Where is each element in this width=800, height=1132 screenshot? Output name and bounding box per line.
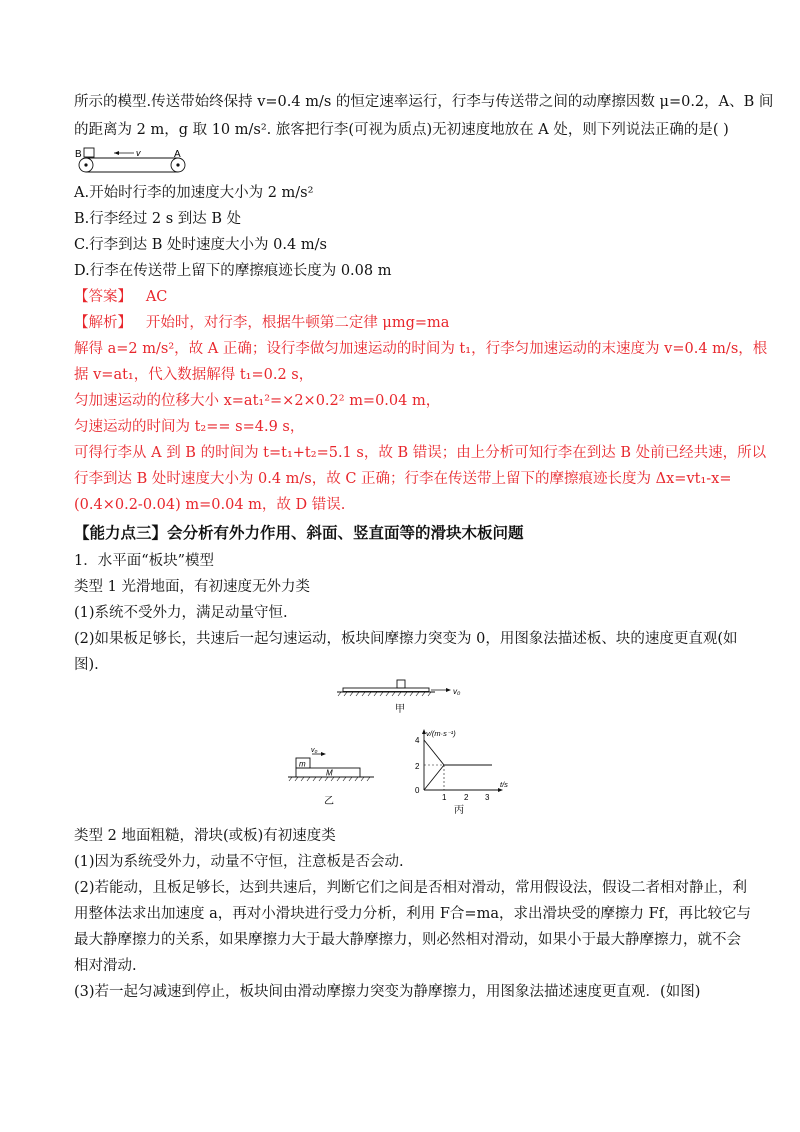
option-c: C.行李到达 B 处时速度大小为 0.4 m/s bbox=[74, 237, 327, 253]
velocity-arrowhead bbox=[114, 151, 119, 155]
figure-yi bbox=[286, 746, 376, 812]
conveyor-belt-figure bbox=[74, 144, 194, 174]
pulley-left-axle bbox=[84, 163, 87, 166]
jia-velocity-arrowhead bbox=[446, 688, 451, 692]
bing-ytick-0: 0 bbox=[415, 786, 420, 795]
analysis-line-4: 匀速运动的时间为 t₂== s=4.9 s， bbox=[74, 419, 305, 435]
analysis-text-0: 开始时，对行李，根据牛顿第二定律 μmg=ma bbox=[145, 315, 450, 331]
jia-ground-hatch bbox=[338, 692, 431, 696]
belt-label-a: A bbox=[174, 149, 181, 160]
bing-ytick-2: 2 bbox=[415, 762, 420, 771]
bing-xlabel: t/s bbox=[500, 780, 508, 789]
section-line-4: 图). bbox=[74, 657, 99, 673]
bing-line-decel bbox=[424, 740, 444, 765]
jia-v0-label: v₀ bbox=[453, 687, 461, 696]
option-d: D.行李在传送带上留下的摩擦痕迹长度为 0.08 m bbox=[74, 263, 392, 279]
analysis-line-6: 行李到达 B 处时速度大小为 0.4 m/s，故 C 正确；行李在传送带上留下的摩擦痕迹长度为 Δx=vt₁-x= bbox=[74, 471, 732, 487]
bing-xtick-3: 3 bbox=[485, 793, 490, 802]
analysis-line-7: (0.4×0.2-0.04) m=0.04 m，故 D 错误. bbox=[74, 497, 346, 513]
yi-velocity-arrowhead bbox=[321, 752, 326, 756]
answer-label: 【答案】 bbox=[74, 289, 132, 305]
analysis-line-5: 可得行李从 A 到 B 的时间为 t=t₁+t₂=5.1 s，故 B 错误；由上分析可知行李在到达 B 处前已经共速，所以 bbox=[74, 445, 767, 461]
section2-line-6: (3)若一起匀减速到停止，板块间由滑动摩擦力突变为静摩擦力，用图象法描述速度更直观．(如图) bbox=[74, 984, 701, 1000]
bing-caption: 丙 bbox=[454, 805, 464, 816]
section2-line-1: (1)因为系统受外力，动量不守恒，注意板是否会动. bbox=[74, 854, 404, 870]
option-a: A.开始时行李的加速度大小为 2 m/s² bbox=[74, 185, 314, 201]
problem-line-1: 所示的模型.传送带始终保持 v=0.4 m/s 的恒定速率运行，行李与传送带之间的动摩擦因数 μ=0.2，A、B 间 bbox=[74, 94, 774, 110]
analysis-line-3: 匀加速运动的位移大小 x=at₁²=×2×0.2² m=0.04 m， bbox=[74, 393, 441, 409]
section2-line-3: 用整体法求出加速度 a，再对小滑块进行受力分析，利用 F合=ma，求出滑块受的摩擦力 Ff，再比较它与 bbox=[74, 906, 752, 922]
bing-xtick-2: 2 bbox=[464, 793, 469, 802]
pulley-right-axle bbox=[176, 163, 179, 166]
yi-v0-label: v₀ bbox=[311, 747, 318, 754]
yi-m-label: m bbox=[299, 759, 306, 769]
option-b: B.行李经过 2 s 到达 B 处 bbox=[74, 211, 242, 227]
bing-ytick-4: 4 bbox=[415, 736, 420, 745]
section-line-1: 类型 1 光滑地面，有初速度无外力类 bbox=[74, 579, 310, 595]
analysis-line-2: 据 v=at₁，代入数据解得 t₁=0.2 s， bbox=[74, 367, 314, 383]
figure-bing bbox=[408, 724, 518, 816]
section-line-3: (2)如果板足够长，共速后一起匀速运动，板块间摩擦力突变为 0，用图象法描述板、块的速度更直观(如 bbox=[74, 631, 738, 647]
yi-caption: 乙 bbox=[324, 796, 334, 807]
analysis-line-1: 解得 a=2 m/s²，故 A 正确；设行李做匀加速运动的时间为 t₁，行李匀加速运动的末速度为 v=0.4 m/s，根 bbox=[74, 341, 768, 357]
section2-line-0: 类型 2 地面粗糙，滑块(或板)有初速度类 bbox=[74, 828, 336, 844]
jia-caption: 甲 bbox=[395, 704, 405, 715]
answer-line bbox=[74, 287, 167, 307]
answer-value: AC bbox=[145, 289, 168, 305]
analysis-line-0 bbox=[74, 313, 449, 333]
section2-line-2: (2)若能动，且板足够长，达到共速后，判断它们之间是否相对滑动，常用假设法，假设二者相对静止，利 bbox=[74, 880, 748, 896]
figure-jia bbox=[335, 676, 475, 720]
jia-block bbox=[397, 680, 405, 688]
yi-ground-hatch bbox=[289, 777, 370, 781]
section-line-2: (1)系统不受外力，满足动量守恒. bbox=[74, 605, 288, 621]
section-line-0: 1．水平面“板块”模型 bbox=[74, 553, 215, 569]
problem-line-2: 的距离为 2 m，g 取 10 m/s². 旅客把行李(可视为质点)无初速度地放在 A 处，则下列说法正确的是( ) bbox=[74, 122, 729, 138]
bing-ylabel: v/(m·s⁻¹) bbox=[426, 729, 456, 738]
yi-M-label: M bbox=[326, 768, 333, 778]
section2-line-5: 相对滑动. bbox=[74, 958, 137, 974]
belt-label-b: B bbox=[75, 149, 82, 160]
bing-line-accel bbox=[424, 765, 444, 790]
jia-board bbox=[343, 688, 429, 692]
section-heading: 【能力点三】会分析有外力作用、斜面、竖直面等的滑块木板问题 bbox=[74, 523, 524, 542]
analysis-label: 【解析】 bbox=[74, 315, 132, 331]
belt-label-v: v bbox=[136, 148, 141, 158]
section2-line-4: 最大静摩擦力的关系，如果摩擦力大于最大静摩擦力，则必然相对滑动，如果小于最大静摩擦力，就不会 bbox=[74, 932, 741, 948]
bing-xtick-1: 1 bbox=[442, 793, 447, 802]
luggage-box bbox=[84, 148, 94, 157]
